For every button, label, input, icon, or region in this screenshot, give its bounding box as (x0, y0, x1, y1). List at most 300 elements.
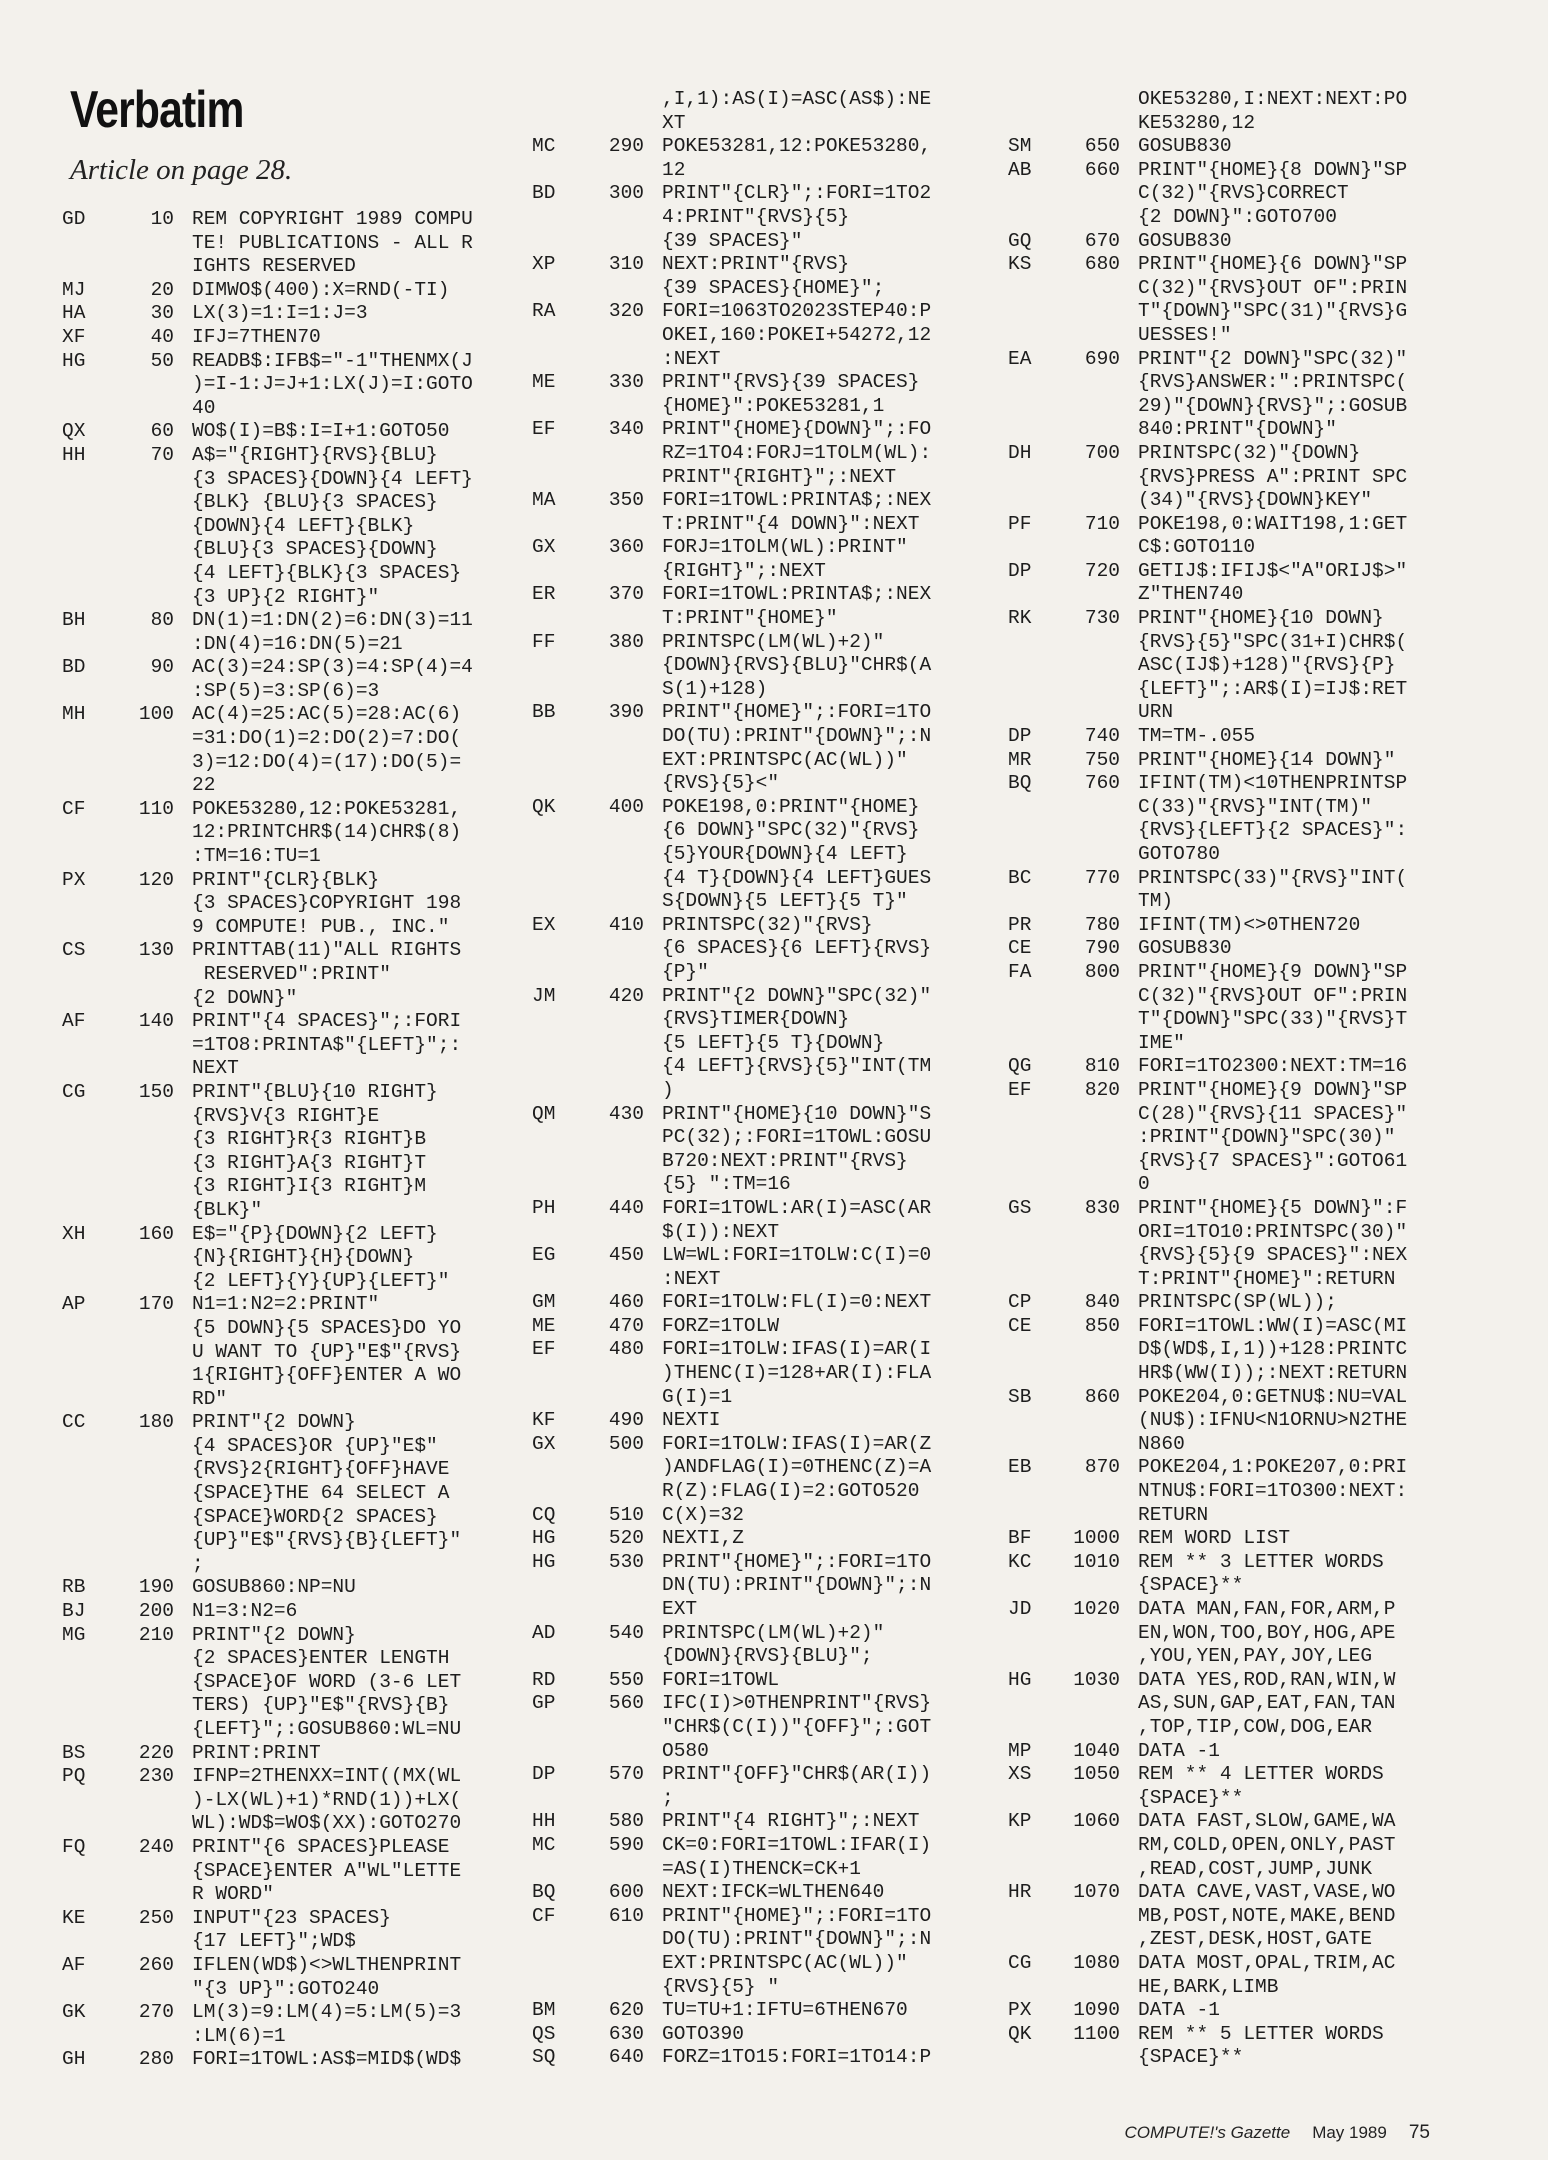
code-text: IFC(I)>0THENPRINT"{RVS} (662, 1692, 932, 1715)
line-number (1066, 466, 1120, 490)
checksum-code (532, 442, 590, 466)
code-line (532, 1976, 1032, 2000)
line-number: 450 (608, 1244, 644, 1267)
code-text: XT (662, 111, 686, 134)
line-number (1066, 1716, 1120, 1740)
code-text: C(32)"{RVS}OUT OF":PRIN (1138, 276, 1408, 299)
checksum-code (62, 491, 120, 515)
checksum-code (62, 515, 120, 539)
code-line (532, 725, 1032, 749)
line-number (1066, 819, 1120, 843)
line-number (1066, 583, 1120, 607)
checksum-code (1008, 1504, 1066, 1528)
checksum-code (532, 1362, 590, 1386)
checksum-code (1008, 536, 1066, 560)
checksum-code: HA (62, 302, 86, 325)
code-line (1008, 536, 1528, 560)
checksum-code: BQ (532, 1881, 556, 1904)
line-number: 160 (138, 1222, 174, 1245)
code-text: {LEFT}";:GOSUB860:WL=NU (192, 1718, 462, 1740)
checksum-code (532, 560, 590, 584)
line-number (120, 1883, 174, 1907)
line-number (590, 560, 644, 584)
checksum-code (1008, 583, 1066, 607)
checksum-code (62, 1057, 120, 1081)
code-text: :NEXT (662, 347, 721, 370)
checksum-code (532, 890, 590, 914)
checksum-code (62, 468, 120, 492)
code-line (1008, 1740, 1528, 1764)
checksum-code (1008, 1834, 1066, 1858)
code-text: PRINT"{2 DOWN} (192, 1411, 356, 1434)
code-line (532, 1480, 1032, 1504)
code-text: {2 LEFT}{Y}{UP}{LEFT}" (192, 1269, 450, 1292)
checksum-code: GX (532, 1432, 556, 1455)
code-line (532, 1952, 1032, 1976)
code-text: S{DOWN}{5 LEFT}{5 T}" (662, 890, 908, 913)
code-text: FORI=1TOLW:IFAS(I)=AR(Z (662, 1432, 932, 1455)
checksum-code (532, 867, 590, 891)
code-line (532, 253, 1032, 277)
code-text: {RVS}{5}{9 SPACES}":NEX (1138, 1244, 1408, 1267)
code-text: GOSUB860:NP=NU (192, 1576, 356, 1599)
checksum-code (62, 1671, 120, 1695)
code-line (1008, 466, 1528, 490)
checksum-code (532, 1716, 590, 1740)
code-text: UESSES!" (1138, 323, 1232, 346)
code-line (1008, 418, 1528, 442)
code-text: MB,POST,NOTE,MAKE,BEND (1138, 1904, 1396, 1927)
line-number: 500 (608, 1432, 644, 1455)
checksum-code (532, 88, 590, 112)
line-number (120, 397, 174, 421)
checksum-code: BB (532, 701, 556, 724)
line-number (590, 442, 644, 466)
line-number: 560 (608, 1692, 644, 1715)
code-line (1008, 1787, 1528, 1811)
line-number (120, 1435, 174, 1459)
line-number (590, 1268, 644, 1292)
line-number (120, 1128, 174, 1152)
checksum-code: XH (62, 1222, 86, 1245)
line-number (120, 562, 174, 586)
code-text: ; (192, 1552, 204, 1575)
code-text: EXT:PRINTSPC(AC(WL))" (662, 748, 908, 771)
checksum-code (62, 963, 120, 987)
checksum-code: CF (532, 1904, 556, 1927)
line-number (120, 232, 174, 256)
code-text: :TM=16:TU=1 (192, 845, 321, 868)
code-text: PRINTSPC(33)"{RVS}"INT( (1138, 866, 1408, 889)
checksum-code (1008, 1905, 1066, 1929)
checksum-code (1008, 371, 1066, 395)
code-line (532, 583, 1032, 607)
code-line (532, 1244, 1032, 1268)
code-text: {BLK}" (192, 1198, 263, 1221)
code-text: {RVS}PRESS A":PRINT SPC (1138, 465, 1408, 488)
checksum-code: MR (1008, 748, 1032, 771)
checksum-code (1008, 1008, 1066, 1032)
checksum-code (62, 538, 120, 562)
checksum-code: PF (1008, 512, 1032, 535)
code-text: REM WORD LIST (1138, 1527, 1291, 1550)
checksum-code (1008, 1221, 1066, 1245)
line-number (1066, 88, 1120, 112)
code-text: PRINT"{4 SPACES}";:FORI (192, 1010, 462, 1033)
code-text: :SP(5)=3:SP(6)=3 (192, 679, 380, 702)
code-text: T:PRINT"{4 DOWN}":NEXT (662, 512, 920, 535)
code-text: PRINTSPC(LM(WL)+2)" (662, 630, 885, 653)
checksum-code: QX (62, 420, 86, 443)
code-line (532, 489, 1032, 513)
code-text: NTNU$:FORI=1TO300:NEXT: (1138, 1480, 1408, 1503)
line-number (590, 772, 644, 796)
line-number (1066, 1173, 1120, 1197)
checksum-code: HH (62, 443, 86, 466)
code-line (532, 961, 1032, 985)
checksum-code (62, 373, 120, 397)
code-text: {BLK} {BLU}{3 SPACES} (192, 491, 438, 514)
checksum-code: BJ (62, 1600, 86, 1623)
code-line (1008, 1928, 1528, 1952)
code-text: PRINTSPC(LM(WL)+2)" (662, 1621, 885, 1644)
line-number (1066, 182, 1120, 206)
checksum-code (1008, 819, 1066, 843)
checksum-code (532, 1598, 590, 1622)
code-text: {BLU}{3 SPACES}{DOWN} (192, 538, 438, 561)
code-line (1008, 796, 1528, 820)
code-line (532, 1763, 1032, 1787)
code-text: WL):WD$=WO$(XX):GOTO270 (192, 1812, 462, 1835)
code-line (532, 1622, 1032, 1646)
code-text: ORI=1TO10:PRINTSPC(30)" (1138, 1220, 1408, 1243)
code-text: "{3 UP}":GOTO240 (192, 1977, 380, 2000)
code-line (1008, 1173, 1528, 1197)
code-line (532, 1008, 1032, 1032)
checksum-code (1008, 1409, 1066, 1433)
checksum-code: ER (532, 583, 556, 606)
line-number: 260 (138, 1953, 174, 1976)
code-text: {5 LEFT}{5 T}{DOWN} (662, 1031, 885, 1054)
code-text: C(X)=32 (662, 1503, 744, 1526)
code-text: PRINT"{4 RIGHT}";:NEXT (662, 1810, 920, 1833)
code-text: POKE53281,12:POKE53280, (662, 135, 932, 158)
code-line (532, 1268, 1032, 1292)
code-line (1008, 1622, 1528, 1646)
line-number (1066, 1126, 1120, 1150)
line-number (120, 586, 174, 610)
checksum-code: QM (532, 1102, 556, 1125)
checksum-code (532, 1032, 590, 1056)
code-line (532, 1197, 1032, 1221)
code-text: RZ=1TO4:FORJ=1TOLM(WL): (662, 441, 932, 464)
code-text: IFINT(TM)<10THENPRINTSP (1138, 772, 1408, 795)
line-number (1066, 654, 1120, 678)
code-text: O580 (662, 1739, 709, 1762)
checksum-code (532, 1574, 590, 1598)
checksum-code: QG (1008, 1055, 1032, 1078)
checksum-code (1008, 985, 1066, 1009)
code-line (1008, 1055, 1528, 1079)
line-number: 430 (608, 1102, 644, 1125)
checksum-code: BQ (1008, 772, 1032, 795)
code-text: {2 DOWN}" (192, 986, 298, 1009)
code-line (532, 418, 1032, 442)
checksum-code (62, 987, 120, 1011)
code-text: ,YOU,YEN,PAY,JOY,LEG (1138, 1645, 1373, 1668)
checksum-code (62, 1860, 120, 1884)
code-text: {2 SPACES}ENTER LENGTH (192, 1647, 450, 1670)
line-number (120, 1506, 174, 1530)
line-number: 490 (608, 1409, 644, 1432)
line-number: 390 (608, 701, 644, 724)
checksum-code (62, 1388, 120, 1412)
checksum-code (1008, 1150, 1066, 1174)
checksum-code (532, 607, 590, 631)
line-number: 1000 (1073, 1527, 1120, 1550)
line-number (1066, 1645, 1120, 1669)
line-number (590, 890, 644, 914)
code-text: ; (662, 1786, 674, 1809)
checksum-code (62, 727, 120, 751)
line-number: 600 (608, 1881, 644, 1904)
code-text: ,TOP,TIP,COW,DOG,EAR (1138, 1715, 1373, 1738)
checksum-code (62, 586, 120, 610)
code-text: DN(TU):PRINT"{DOWN}";:N (662, 1574, 932, 1597)
line-number: 760 (1084, 772, 1120, 795)
code-line (532, 371, 1032, 395)
line-number (1066, 324, 1120, 348)
code-line (532, 1905, 1032, 1929)
code-text: FORI=1TOWL:PRINTA$;:NEX (662, 583, 932, 606)
code-text: LX(3)=1:I=1:J=3 (192, 302, 368, 325)
checksum-code (532, 749, 590, 773)
checksum-code: CG (1008, 1951, 1032, 1974)
code-text: {RVS}{5} " (662, 1975, 780, 1998)
line-number (590, 867, 644, 891)
code-line (532, 560, 1032, 584)
checksum-code: HG (532, 1527, 556, 1550)
code-line (1008, 2023, 1528, 2047)
code-text: PRINT"{6 SPACES}PLEASE (192, 1835, 450, 1858)
line-number: 750 (1084, 748, 1120, 771)
line-number (120, 987, 174, 1011)
line-number: 630 (608, 2022, 644, 2045)
line-number: 20 (150, 278, 174, 301)
line-number (120, 1388, 174, 1412)
code-line (1008, 1952, 1528, 1976)
code-text: PRINTSPC(32)"{DOWN} (1138, 441, 1361, 464)
code-line (1008, 1480, 1528, 1504)
checksum-code (532, 1126, 590, 1150)
code-text: DATA -1 (1138, 1999, 1220, 2022)
line-number: 580 (608, 1810, 644, 1833)
line-number (120, 515, 174, 539)
code-text: {SPACE}WORD{2 SPACES} (192, 1505, 438, 1528)
code-line (532, 1881, 1032, 1905)
code-text: 0 (1138, 1173, 1150, 1196)
checksum-code (532, 324, 590, 348)
code-line (1008, 1881, 1528, 1905)
code-text: U WANT TO {UP}"E$"{RVS} (192, 1340, 462, 1363)
code-line (532, 1291, 1032, 1315)
line-number (120, 916, 174, 940)
line-number: 770 (1084, 866, 1120, 889)
checksum-code (62, 1930, 120, 1954)
code-text: PRINT"{HOME}";:FORI=1TO (662, 1904, 932, 1927)
code-line (532, 1810, 1032, 1834)
line-number (1066, 1150, 1120, 1174)
line-number (120, 892, 174, 916)
code-text: IFLEN(WD$)<>WLTHENPRINT (192, 1953, 462, 1976)
checksum-code (532, 725, 590, 749)
line-number: 1060 (1073, 1810, 1120, 1833)
checksum-code: EF (1008, 1078, 1032, 1101)
code-text: PRINT"{HOME}{8 DOWN}"SP (1138, 158, 1408, 181)
code-text: G(I)=1 (662, 1385, 733, 1408)
code-line (532, 1409, 1032, 1433)
line-number (590, 1574, 644, 1598)
line-number (1066, 418, 1120, 442)
line-number (1066, 1032, 1120, 1056)
checksum-code (1008, 701, 1066, 725)
checksum-code (532, 1456, 590, 1480)
code-text: PRINT:PRINT (192, 1741, 321, 1764)
code-text: =AS(I)THENCK=CK+1 (662, 1857, 861, 1880)
checksum-code (62, 1152, 120, 1176)
code-text: {39 SPACES}" (662, 229, 803, 252)
checksum-code (1008, 418, 1066, 442)
code-text: FORI=1TO2300:NEXT:TM=16 (1138, 1055, 1408, 1078)
line-number: 650 (1084, 135, 1120, 158)
code-text: PRINT"{RIGHT}";:NEXT (662, 465, 897, 488)
checksum-code (62, 1883, 120, 1907)
code-line (1008, 1976, 1528, 2000)
code-text: DN(1)=1:DN(2)=6:DN(3)=11 (192, 609, 473, 632)
code-text: {DOWN}{RVS}{BLU}"; (662, 1645, 873, 1668)
checksum-code (1008, 277, 1066, 301)
line-number (1066, 1338, 1120, 1362)
code-line (532, 442, 1032, 466)
line-number: 640 (608, 2046, 644, 2069)
line-number: 110 (138, 797, 174, 820)
checksum-code: QK (532, 795, 556, 818)
line-number (590, 88, 644, 112)
code-line (1008, 1221, 1528, 1245)
code-text: )ANDFLAG(I)=0THENC(Z)=A (662, 1456, 932, 1479)
checksum-code (532, 961, 590, 985)
checksum-code: KS (1008, 253, 1032, 276)
code-text: {N}{RIGHT}{H}{DOWN} (192, 1246, 415, 1269)
code-line (1008, 1692, 1528, 1716)
code-text: PRINT"{HOME}{6 DOWN}"SP (1138, 253, 1408, 276)
checksum-code: GP (532, 1692, 556, 1715)
code-line (1008, 1362, 1528, 1386)
code-line (1008, 607, 1528, 631)
checksum-code (532, 1150, 590, 1174)
line-number (1066, 678, 1120, 702)
checksum-code (1008, 1103, 1066, 1127)
checksum-code (62, 1317, 120, 1341)
line-number (590, 1480, 644, 1504)
line-number (120, 1152, 174, 1176)
code-line (1008, 1999, 1528, 2023)
line-number (590, 277, 644, 301)
checksum-code: CE (1008, 937, 1032, 960)
line-number (590, 1221, 644, 1245)
code-text: PRINT"{HOME}{10 DOWN}"S (662, 1102, 932, 1125)
code-text: {4 SPACES}OR {UP}"E$" (192, 1434, 438, 1457)
code-line (1008, 772, 1528, 796)
checksum-code: QK (1008, 2022, 1032, 2045)
line-number (1066, 536, 1120, 560)
line-number (590, 1055, 644, 1079)
code-text: {4 LEFT}{RVS}{5}"INT(TM (662, 1055, 932, 1078)
checksum-code (62, 633, 120, 657)
checksum-code (532, 466, 590, 490)
code-line (1008, 1905, 1528, 1929)
code-line (1008, 583, 1528, 607)
code-line (1008, 1504, 1528, 1528)
checksum-code: CC (62, 1411, 86, 1434)
line-number: 810 (1084, 1055, 1120, 1078)
code-text: RD" (192, 1387, 228, 1410)
code-text: {RVS}{7 SPACES}":GOTO61 (1138, 1149, 1408, 1172)
checksum-code (62, 1978, 120, 2002)
line-number (590, 678, 644, 702)
code-line (532, 1173, 1032, 1197)
checksum-code: MJ (62, 278, 86, 301)
code-line (1008, 890, 1528, 914)
code-text: PRINTTAB(11)"ALL RIGHTS (192, 939, 462, 962)
checksum-code (1008, 1645, 1066, 1669)
line-number: 80 (150, 609, 174, 632)
line-number (590, 961, 644, 985)
code-text: T"{DOWN}"SPC(33)"{RVS}T (1138, 1008, 1408, 1031)
code-text: ,READ,COST,JUMP,JUNK (1138, 1857, 1373, 1880)
code-line (1008, 442, 1528, 466)
code-text: AC(4)=25:AC(5)=28:AC(6) (192, 703, 462, 726)
checksum-code: DP (1008, 559, 1032, 582)
line-number (1066, 1433, 1120, 1457)
code-text: FORZ=1TOLW (662, 1314, 780, 1337)
code-text: C(32)"{RVS}OUT OF":PRIN (1138, 984, 1408, 1007)
code-line (1008, 2046, 1528, 2070)
checksum-code (1008, 1787, 1066, 1811)
code-text: EXT (662, 1598, 698, 1620)
checksum-code (1008, 890, 1066, 914)
code-line (532, 1692, 1032, 1716)
code-text: T"{DOWN}"SPC(31)"{RVS}G (1138, 300, 1408, 323)
checksum-code (1008, 631, 1066, 655)
checksum-code: JM (532, 984, 556, 1007)
code-text: )-LX(WL)+1)*RND(1))+LX( (192, 1788, 462, 1811)
code-text: RM,COLD,OPEN,ONLY,PAST (1138, 1833, 1396, 1856)
checksum-code: KP (1008, 1810, 1032, 1833)
code-line (1008, 1291, 1528, 1315)
line-number: 400 (608, 795, 644, 818)
line-number (590, 1858, 644, 1882)
line-number (120, 1458, 174, 1482)
article-reference: Article on page 28. (70, 154, 293, 186)
line-number (590, 112, 644, 136)
code-text: R WORD" (192, 1883, 274, 1906)
code-line (532, 2046, 1032, 2070)
checksum-code: CE (1008, 1314, 1032, 1337)
code-line (532, 277, 1032, 301)
issue-date: May 1989 (1312, 2123, 1387, 2142)
line-number (120, 727, 174, 751)
